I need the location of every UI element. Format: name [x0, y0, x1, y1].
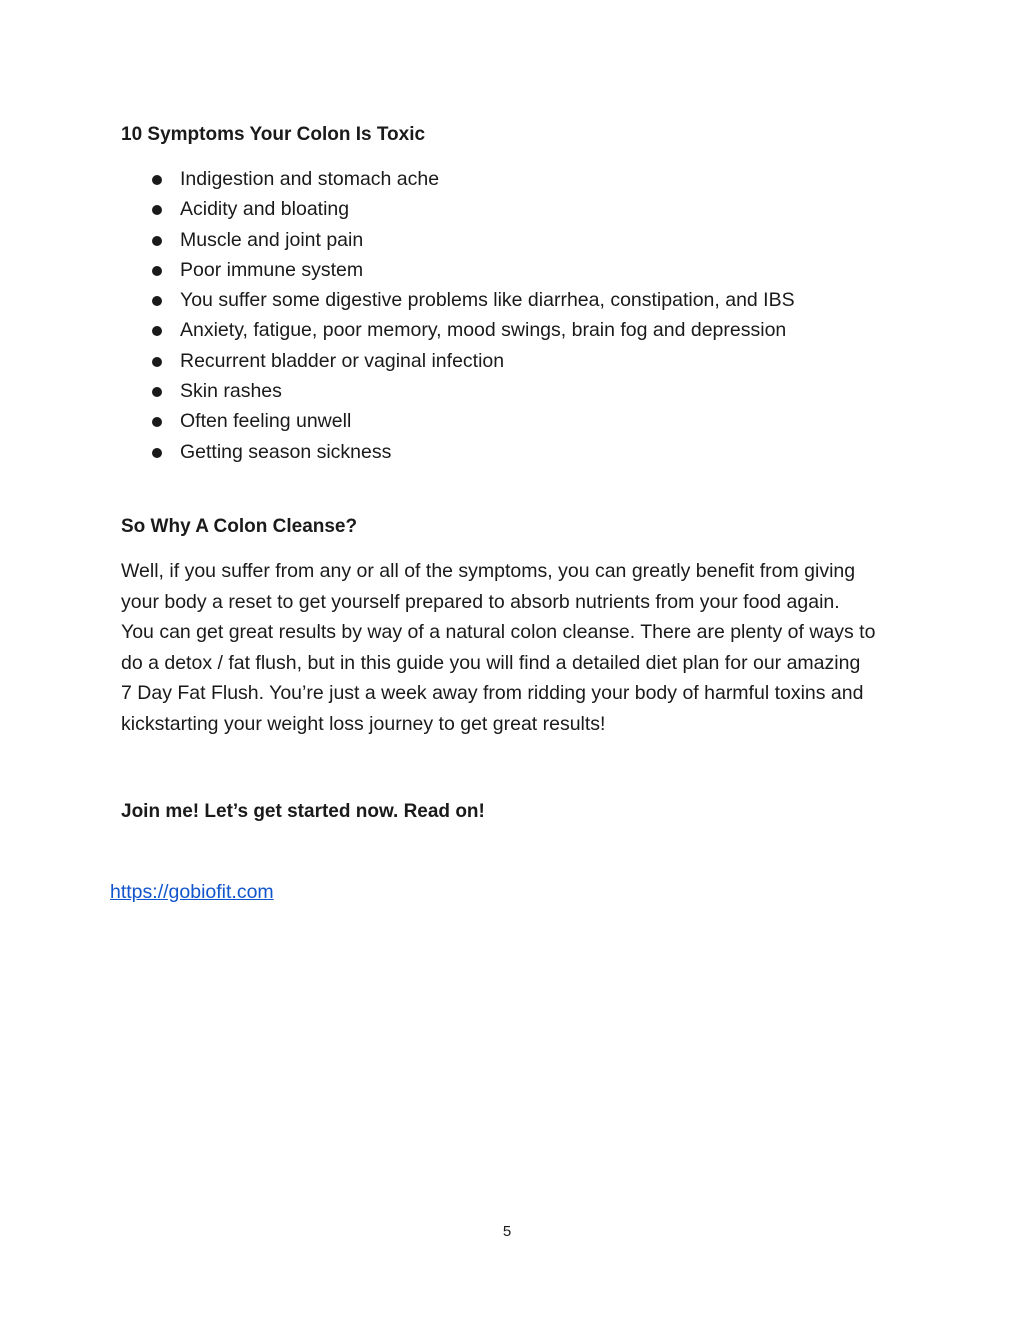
list-item-text: Anxiety, fatigue, poor memory, mood swings, brain fog and depression: [180, 319, 787, 342]
bullet-icon: [152, 417, 162, 427]
call-to-action: Join me! Let’s get started now. Read on!: [121, 801, 485, 822]
list-item-text: Getting season sickness: [180, 440, 392, 463]
list-item-text: Skin rashes: [180, 380, 282, 403]
why-heading: So Why A Colon Cleanse?: [121, 516, 358, 537]
bullet-icon: [152, 236, 162, 246]
paragraph-line: You can get great results by way of a natural colon cleanse. There are plenty of ways to: [121, 621, 876, 643]
bullet-icon: [152, 266, 162, 276]
website-link[interactable]: https://gobiofit.com: [110, 881, 274, 903]
paragraph-line: do a detox / fat flush, but in this guide you will find a detailed diet plan for our amazing: [121, 651, 861, 674]
paragraph-line: kickstarting your weight loss journey to get great results!: [121, 712, 606, 735]
list-item-text: Muscle and joint pain: [180, 228, 364, 251]
paragraph-line: Well, if you suffer from any or all of the symptoms, you can greatly benefit from giving: [121, 560, 856, 582]
list-item-text: Recurrent bladder or vaginal infection: [180, 349, 505, 372]
list-item-text: Often feeling unwell: [180, 410, 352, 433]
paragraph-line: 7 Day Fat Flush. You’re just a week away from ridding your body of harmful toxins and: [121, 682, 864, 704]
bullet-icon: [152, 387, 162, 397]
why-paragraph: [121, 558, 911, 741]
bullet-icon: [152, 175, 162, 185]
bullet-icon: [152, 357, 162, 367]
bullet-icon: [152, 296, 162, 306]
page-number: 5: [502, 1223, 512, 1240]
list-item-text: Poor immune system: [180, 258, 364, 281]
list-item-text: Acidity and bloating: [180, 198, 350, 221]
list-item-text: You suffer some digestive problems like diarrhea, constipation, and IBS: [180, 289, 795, 312]
bullet-icon: [152, 205, 162, 215]
bullet-icon: [152, 448, 162, 458]
list-item-text: Indigestion and stomach ache: [180, 168, 440, 190]
bullet-icon: [152, 326, 162, 336]
symptoms-heading: 10 Symptoms Your Colon Is Toxic: [121, 124, 426, 145]
paragraph-line: your body a reset to get yourself prepared to absorb nutrients from your food again.: [121, 590, 840, 613]
